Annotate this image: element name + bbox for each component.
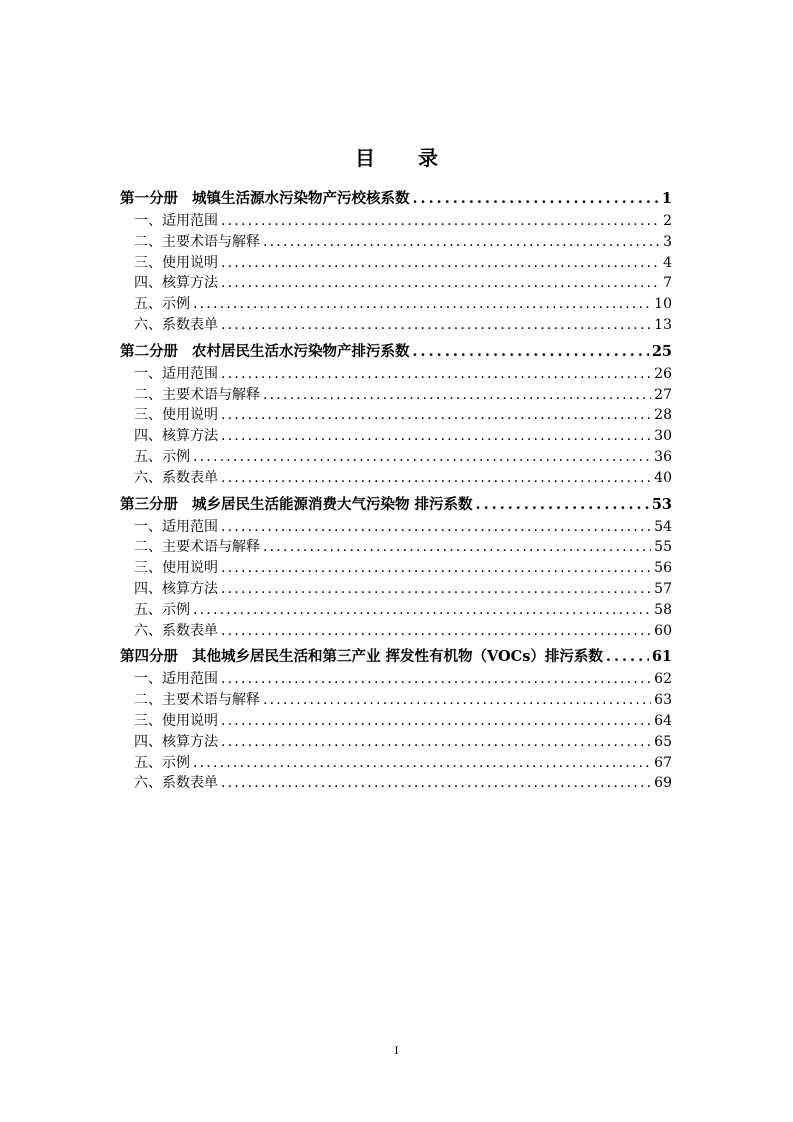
toc-page-number: 30 (654, 428, 672, 445)
toc-leader-dots (221, 211, 660, 232)
toc-page-number: 56 (654, 560, 672, 577)
toc-item-label: 四、核算方法 (134, 428, 218, 445)
toc-item[interactable] (120, 537, 672, 558)
toc-page-number: 61 (651, 648, 672, 666)
toc-leader-dots (221, 426, 651, 447)
toc-item[interactable] (120, 579, 672, 600)
toc-page-number: 25 (651, 342, 672, 360)
toc-item[interactable] (120, 690, 672, 711)
toc-leader-dots (221, 669, 651, 690)
toc-item-label: 二、主要术语与解释 (134, 692, 260, 709)
toc-page-number: 60 (654, 622, 672, 639)
toc-item[interactable] (120, 468, 672, 489)
toc-part-1[interactable] (120, 187, 672, 211)
toc-page-number: 7 (663, 275, 672, 292)
toc-item-label: 五、示例 (134, 296, 190, 313)
toc-leader-dots (413, 187, 659, 211)
toc-page-number: 67 (654, 754, 672, 771)
page-number-footer: I (394, 1043, 399, 1057)
toc-item[interactable] (120, 447, 672, 468)
toc-item[interactable] (120, 732, 672, 753)
toc-leader-dots (221, 517, 651, 538)
toc-item-label: 六、系数表单 (134, 316, 218, 333)
toc-item-label: 一、适用范围 (134, 518, 218, 535)
toc-leader-dots (263, 385, 651, 406)
toc-leader-dots (221, 711, 651, 732)
toc-page-number: 36 (654, 448, 672, 465)
toc-item[interactable] (120, 621, 672, 642)
toc-item-label: 一、适用范围 (134, 671, 218, 688)
toc-item[interactable] (120, 385, 672, 406)
toc-item[interactable] (120, 426, 672, 447)
toc-item-label: 三、使用说明 (134, 560, 218, 577)
toc-item-label: 一、适用范围 (134, 365, 218, 382)
toc-page-number: 62 (654, 671, 672, 688)
toc-leader-dots (221, 773, 651, 794)
toc-item-label: 六、系数表单 (134, 469, 218, 486)
toc-page-number: 2 (663, 213, 672, 229)
toc-leader-dots (413, 340, 649, 364)
toc-item-label: 二、主要术语与解释 (134, 386, 260, 403)
toc-leader-dots (193, 294, 651, 315)
toc-leader-dots (221, 315, 651, 336)
toc-leader-dots (221, 405, 651, 426)
toc-item-label: 五、示例 (134, 448, 190, 465)
toc-page-number: 57 (654, 580, 672, 597)
toc-leader-dots (221, 273, 660, 294)
toc-item[interactable] (120, 773, 672, 794)
toc-item-label: 五、示例 (134, 754, 190, 771)
toc-item-label: 四、核算方法 (134, 580, 218, 597)
toc-part-3[interactable] (120, 493, 672, 517)
toc-page-number: 27 (654, 386, 672, 403)
toc-page-number: 10 (654, 296, 672, 313)
toc-item-label: 四、核算方法 (134, 733, 218, 750)
toc-item-label: 三、使用说明 (134, 712, 218, 729)
toc-leader-dots (606, 645, 649, 669)
toc-page-number: 69 (654, 775, 672, 792)
toc-item-label: 二、主要术语与解释 (134, 539, 260, 556)
toc-leader-dots (221, 253, 660, 274)
toc-part-4[interactable] (120, 645, 672, 669)
toc-item[interactable] (120, 315, 672, 336)
toc-item[interactable] (120, 273, 672, 294)
toc-item-label: 六、系数表单 (134, 622, 218, 639)
toc-part-volume: 第二分册 (120, 342, 178, 360)
toc-page-number: 58 (654, 601, 672, 618)
toc-page-number: 55 (654, 539, 672, 556)
toc-leader-dots (221, 468, 651, 489)
toc-page-number: 13 (654, 316, 672, 333)
toc-page-number: 26 (654, 365, 672, 382)
toc-page-number: 4 (663, 254, 672, 271)
toc-item-label: 一、适用范围 (134, 213, 218, 229)
toc-part-title: 其他城乡居民生活和第三产业 挥发性有机物（VOCs）排污系数 (192, 648, 603, 666)
toc-part-title: 城乡居民生活能源消费大气污染物 排污系数 (192, 495, 473, 513)
toc-part-volume: 第四分册 (120, 648, 178, 666)
toc-item[interactable] (120, 405, 672, 426)
table-of-contents (120, 187, 672, 794)
toc-item[interactable] (120, 517, 672, 538)
toc-item-label: 三、使用说明 (134, 407, 218, 424)
toc-page-number: 63 (654, 692, 672, 709)
toc-part-title: 农村居民生活水污染物产排污系数 (192, 342, 410, 360)
toc-page-number: 65 (654, 733, 672, 750)
toc-leader-dots (476, 493, 649, 517)
toc-item-label: 六、系数表单 (134, 775, 218, 792)
toc-leader-dots (263, 690, 651, 711)
toc-page-number: 54 (654, 518, 672, 535)
toc-item-label: 二、主要术语与解释 (134, 233, 260, 250)
toc-leader-dots (221, 621, 651, 642)
toc-part-volume: 第一分册 (120, 190, 178, 207)
toc-part-title: 城镇生活源水污染物产污校核系数 (192, 190, 410, 207)
toc-leader-dots (263, 537, 651, 558)
toc-page-number: 1 (661, 190, 672, 207)
toc-leader-dots (263, 232, 660, 253)
toc-item[interactable] (120, 753, 672, 774)
toc-item[interactable] (120, 600, 672, 621)
toc-leader-dots (221, 579, 651, 600)
toc-item-label: 四、核算方法 (134, 275, 218, 292)
toc-item[interactable] (120, 253, 672, 274)
toc-page-number: 64 (654, 712, 672, 729)
toc-page-number: 3 (663, 233, 672, 250)
toc-item[interactable] (120, 711, 672, 732)
toc-page-number: 40 (654, 469, 672, 486)
toc-leader-dots (221, 558, 651, 579)
toc-item[interactable] (120, 669, 672, 690)
toc-page-number: 28 (654, 407, 672, 424)
toc-item[interactable] (120, 558, 672, 579)
toc-leader-dots (221, 364, 651, 385)
page-title: 目 录 (355, 146, 456, 170)
toc-leader-dots (193, 447, 651, 468)
toc-item[interactable] (120, 211, 672, 232)
toc-item-label: 五、示例 (134, 601, 190, 618)
toc-leader-dots (193, 600, 651, 621)
toc-page-number: 53 (651, 495, 672, 513)
toc-item[interactable] (120, 294, 672, 315)
toc-leader-dots (193, 753, 651, 774)
toc-part-2[interactable] (120, 340, 672, 364)
toc-leader-dots (221, 732, 651, 753)
toc-item[interactable] (120, 364, 672, 385)
toc-part-volume: 第三分册 (120, 495, 178, 513)
toc-item[interactable] (120, 232, 672, 253)
toc-item-label: 三、使用说明 (134, 254, 218, 271)
